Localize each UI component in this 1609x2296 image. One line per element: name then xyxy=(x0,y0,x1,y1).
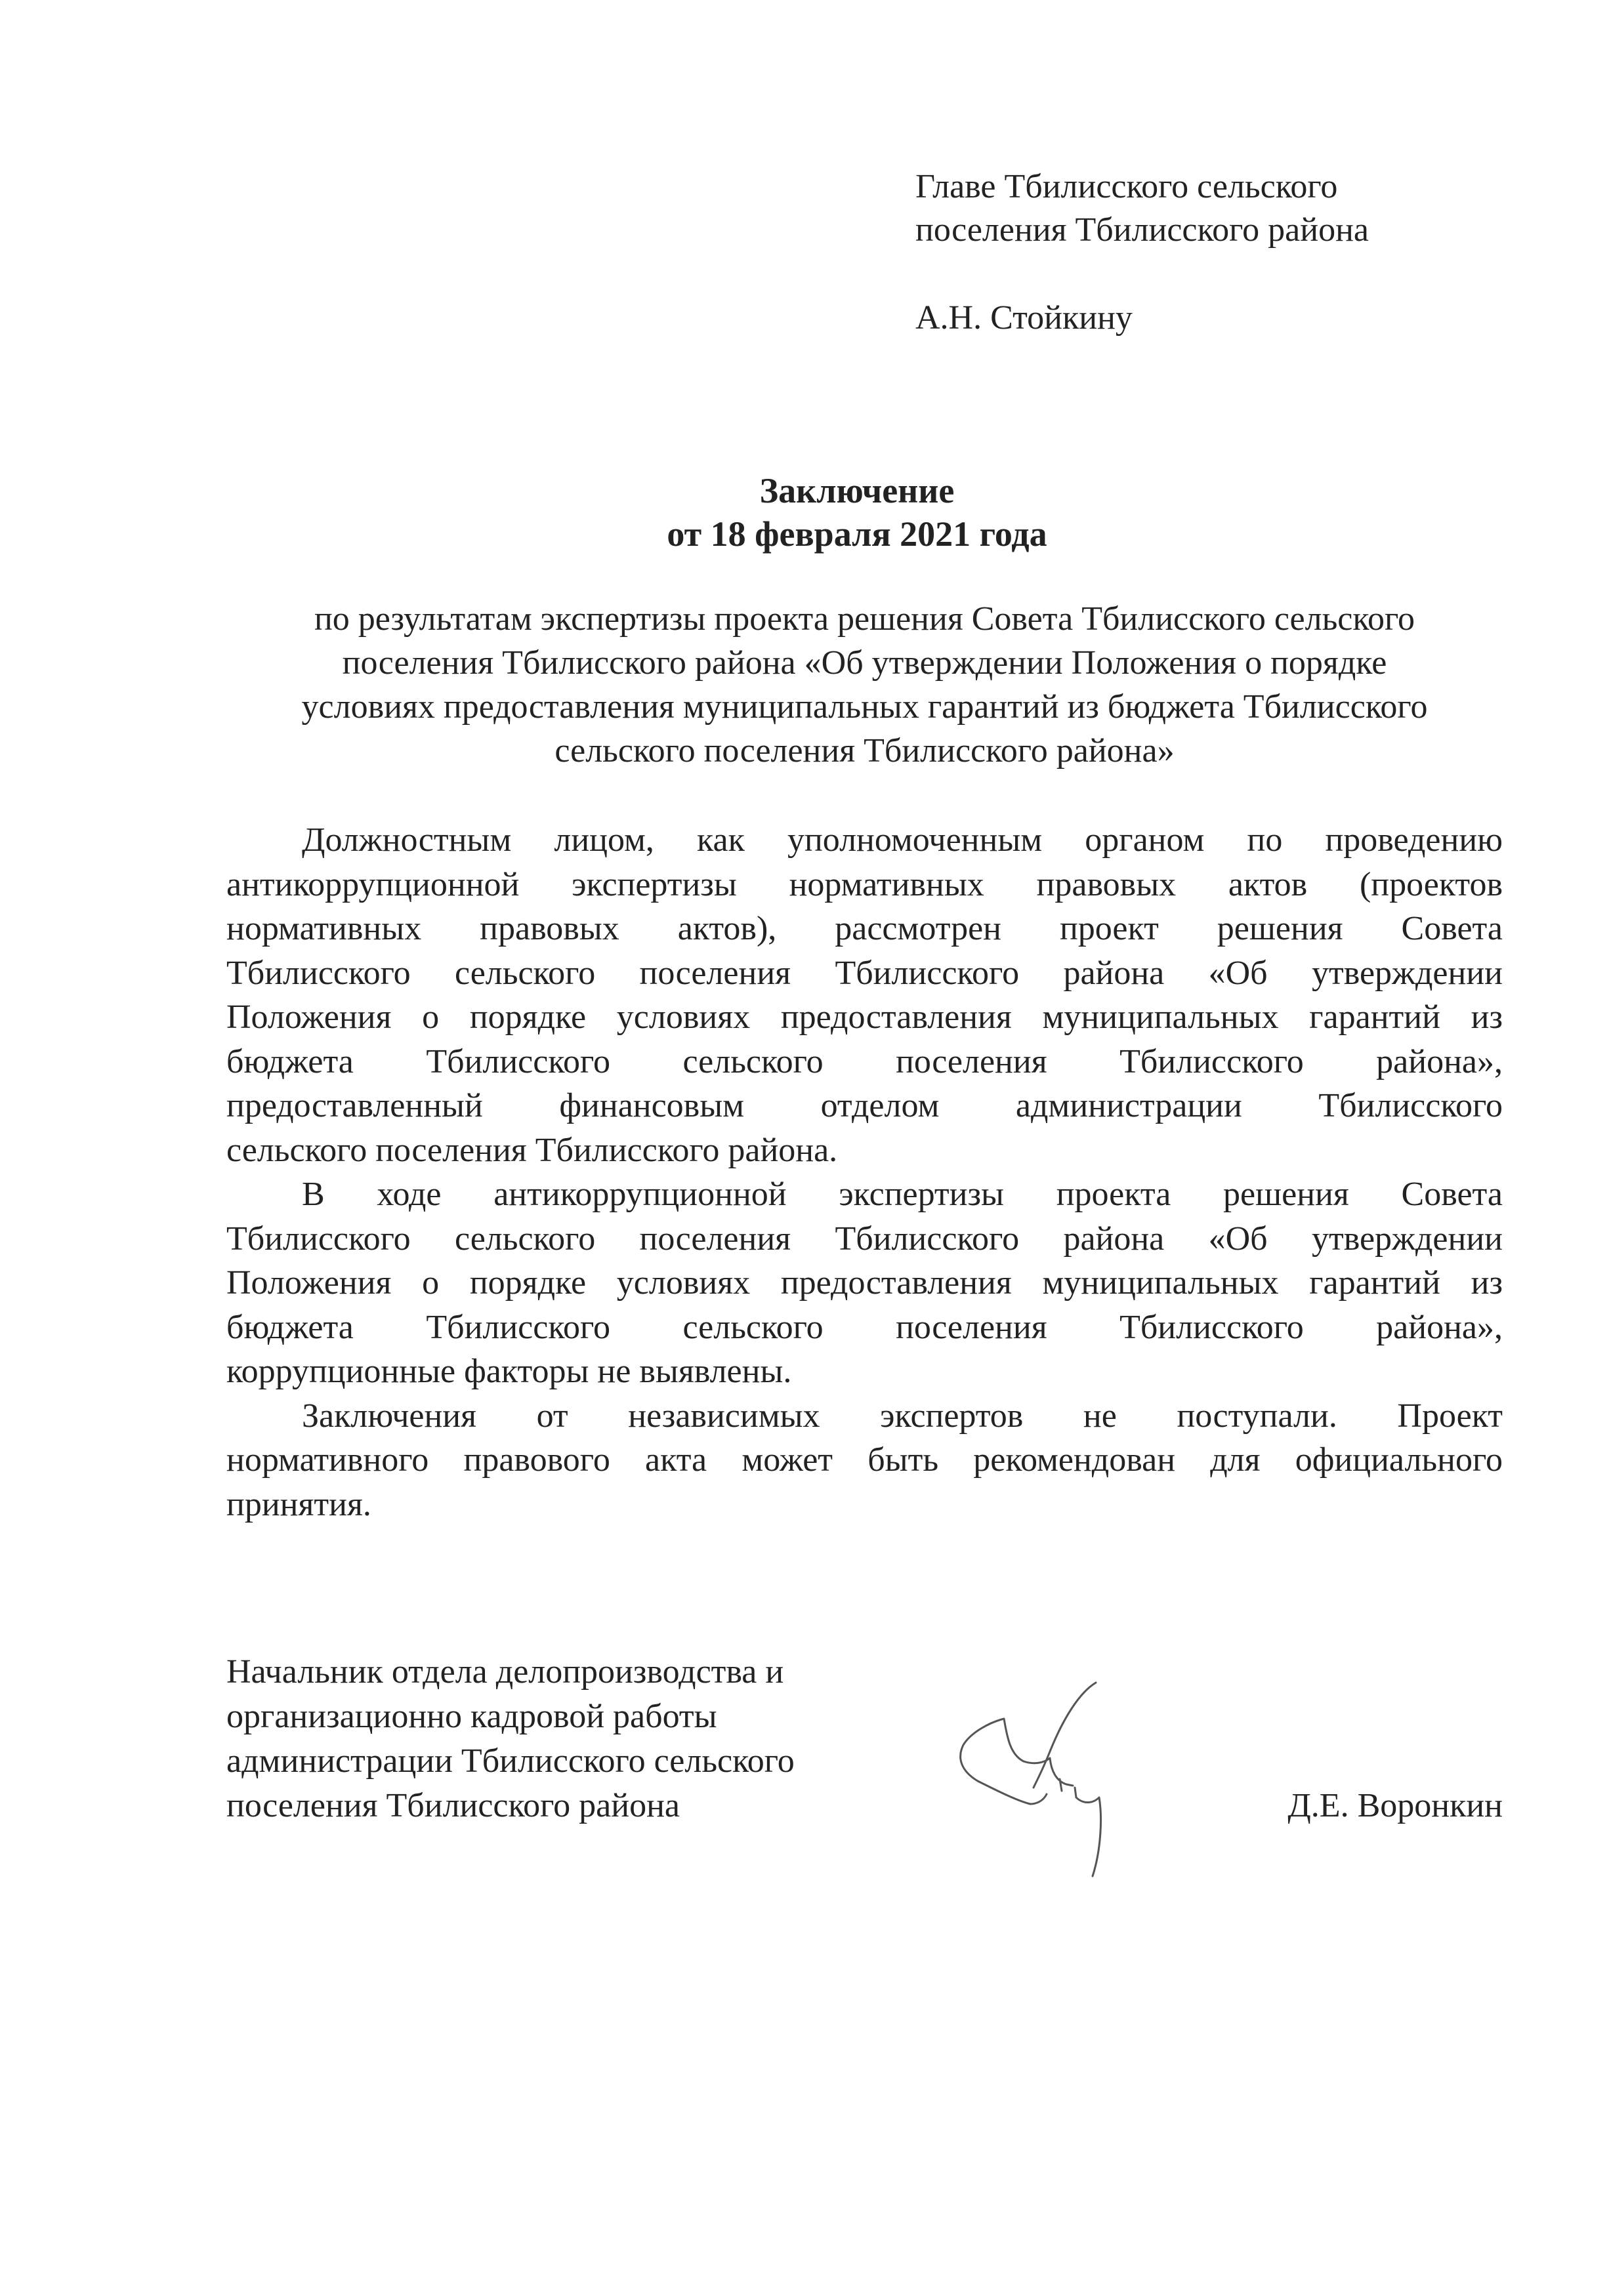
body-line: коррупционные факторы не выявлены. xyxy=(226,1353,792,1390)
signatory-title-line: поселения Тбилисского района xyxy=(226,1787,680,1824)
addressee-line: поселения Тбилисского района xyxy=(915,211,1369,249)
addressee-block xyxy=(915,165,1369,340)
subject-line: сельского поселения Тбилисского района» xyxy=(554,732,1175,769)
signatory-title xyxy=(226,1650,795,1828)
body-line: В ходе антикоррупционной экспертизы проекта решения Совета xyxy=(302,1176,1503,1213)
body-paragraph-review xyxy=(226,818,1503,1172)
document-subject xyxy=(226,597,1503,773)
signatory-title-line: администрации Тбилисского сельского xyxy=(226,1742,795,1780)
addressee-name: А.Н. Стойкину xyxy=(915,299,1133,337)
body-paragraph-conclusion xyxy=(226,1394,1503,1527)
body-line: нормативного правового акта может быть рекомендован для официального xyxy=(226,1441,1503,1479)
signatory-name: Д.Е. Воронкин xyxy=(1287,1787,1503,1824)
signatory-title-line: организационно кадровой работы xyxy=(226,1698,717,1735)
subject-line: поселения Тбилисского района «Об утверждении Положения о порядке xyxy=(342,644,1387,682)
addressee-line: Главе Тбилисского сельского xyxy=(915,168,1338,205)
body-line: предоставленный финансовым отделом администрации Тбилисского xyxy=(226,1087,1503,1124)
body-line: бюджета Тбилисского сельского поселения Тбилисского района», xyxy=(226,1308,1503,1346)
body-line: Положения о порядке условиях предоставления муниципальных гарантий из xyxy=(226,1264,1503,1302)
signature-icon xyxy=(945,1666,1142,1883)
document-body xyxy=(226,818,1503,1527)
body-line: принятия. xyxy=(226,1485,371,1523)
body-line: Тбилисского сельского поселения Тбилисского района «Об утверждении xyxy=(226,954,1503,992)
subject-line: условиях предоставления муниципальных гарантий из бюджета Тбилисского xyxy=(301,688,1428,726)
title-date: от 18 февраля 2021 года xyxy=(667,514,1047,554)
body-paragraph-findings xyxy=(226,1172,1503,1394)
body-line: нормативных правовых актов), рассмотрен проект решения Совета xyxy=(226,910,1503,947)
body-line: Заключения от независимых экспертов не поступали. Проект xyxy=(302,1397,1503,1435)
body-line: бюджета Тбилисского сельского поселения Тбилисского района», xyxy=(226,1042,1503,1080)
body-line: антикоррупционной экспертизы нормативных правовых актов (проектов xyxy=(226,865,1503,903)
document-title xyxy=(0,469,1609,556)
body-line: сельского поселения Тбилисского района. xyxy=(226,1131,838,1169)
signatory-title-line: Начальник отдела делопроизводства и xyxy=(226,1653,784,1691)
title-heading: Заключение xyxy=(759,471,955,510)
body-line: Должностным лицом, как уполномоченным органом по проведению xyxy=(302,821,1503,859)
subject-line: по результатам экспертизы проекта решения Совета Тбилисского сельского xyxy=(314,600,1415,638)
body-line: Положения о порядке условиях предоставления муниципальных гарантий из xyxy=(226,998,1503,1036)
body-line: Тбилисского сельского поселения Тбилисского района «Об утверждении xyxy=(226,1220,1503,1258)
